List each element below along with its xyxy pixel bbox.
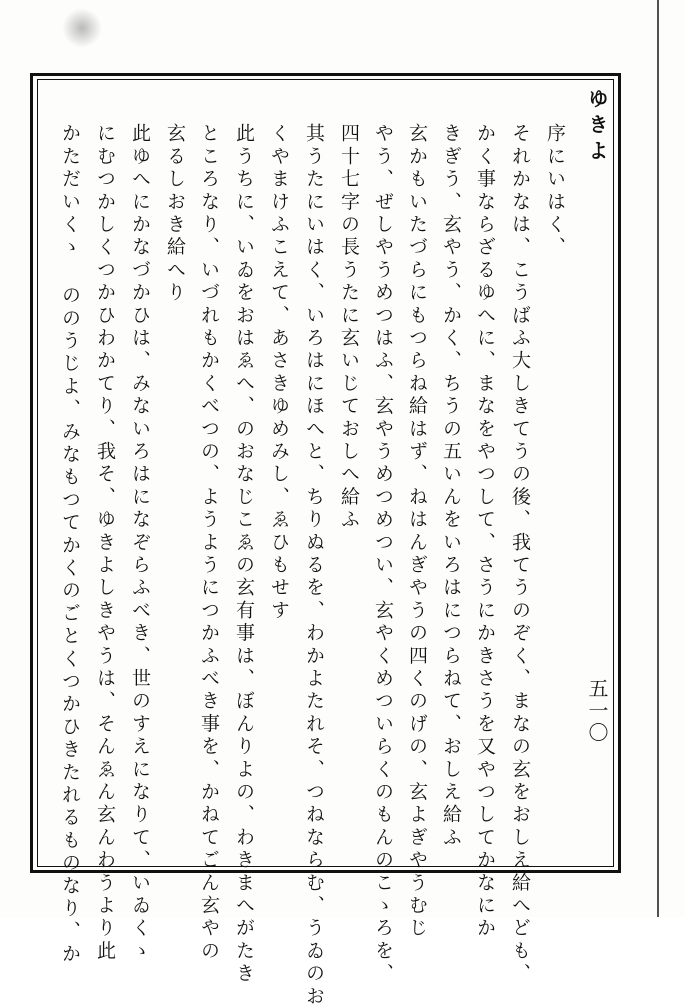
text-column-14: にむつかしくつかひわかてり、我そ、ゆきよしきやうは、そんゑん玄んわうより此 [94, 123, 116, 963]
text-column-1: 序にいはく、 [544, 123, 566, 260]
text-column-13: 此ゆへにかなづかひは、みないろはになぞらふべき、世のすえになりて、いゐくゝ [129, 123, 151, 963]
text-column-9: くやまけふこえて、あさきゆめみし、ゑひもせす [268, 123, 290, 623]
text-column-6: やう、ぜしやうめつはふ、玄やうめつめつい、玄やくめついらくのもんのこゝろを、 [372, 123, 394, 986]
page-number: 五一〇 [585, 678, 609, 744]
ink-smudge [62, 8, 102, 48]
text-column-4: きぎう、玄やう、かく、ちうの五いんをいろはにつらねて、おしえ給ふ [440, 123, 462, 850]
text-column-8: 其うたにいはく、いろはにほへと、ちりぬるを、わかよたれそ、つねならむ、うゐのお [303, 123, 325, 1008]
text-column-12: 玄るしおき給へり [164, 123, 186, 305]
text-column-3: かく事ならざるゆへに、まなをやつして、さうにかきさうを又やつしてかなにか [474, 123, 496, 941]
running-title: ゆきよ [585, 88, 609, 166]
text-column-5: 玄かもいたづらにもつらね給はず、ねはんぎやうの四くのげの、玄よぎやうむじ [406, 123, 428, 941]
page-edge-line [657, 0, 659, 917]
text-column-7: 四十七字の長うたに玄いじておしへ給ふ [338, 123, 360, 532]
text-column-2: それかなは、こうばふ大しきてうの後、我てうのぞく、まなの玄をおしえ給へども、 [509, 123, 531, 986]
text-column-15: かただいくゝ ののうじよ、みなもつてかくのごとくつかひきたれるものなり、か [59, 123, 81, 966]
text-column-11: ところなり、いづれもかくべつの、ようようにつかふべき事を、かねてごん玄やの [198, 123, 220, 963]
text-column-10: 此うちに、いゐをおはゑへ、のおなじこゑの玄有事は、ぼんりよの、わきまへがたき [233, 123, 255, 986]
